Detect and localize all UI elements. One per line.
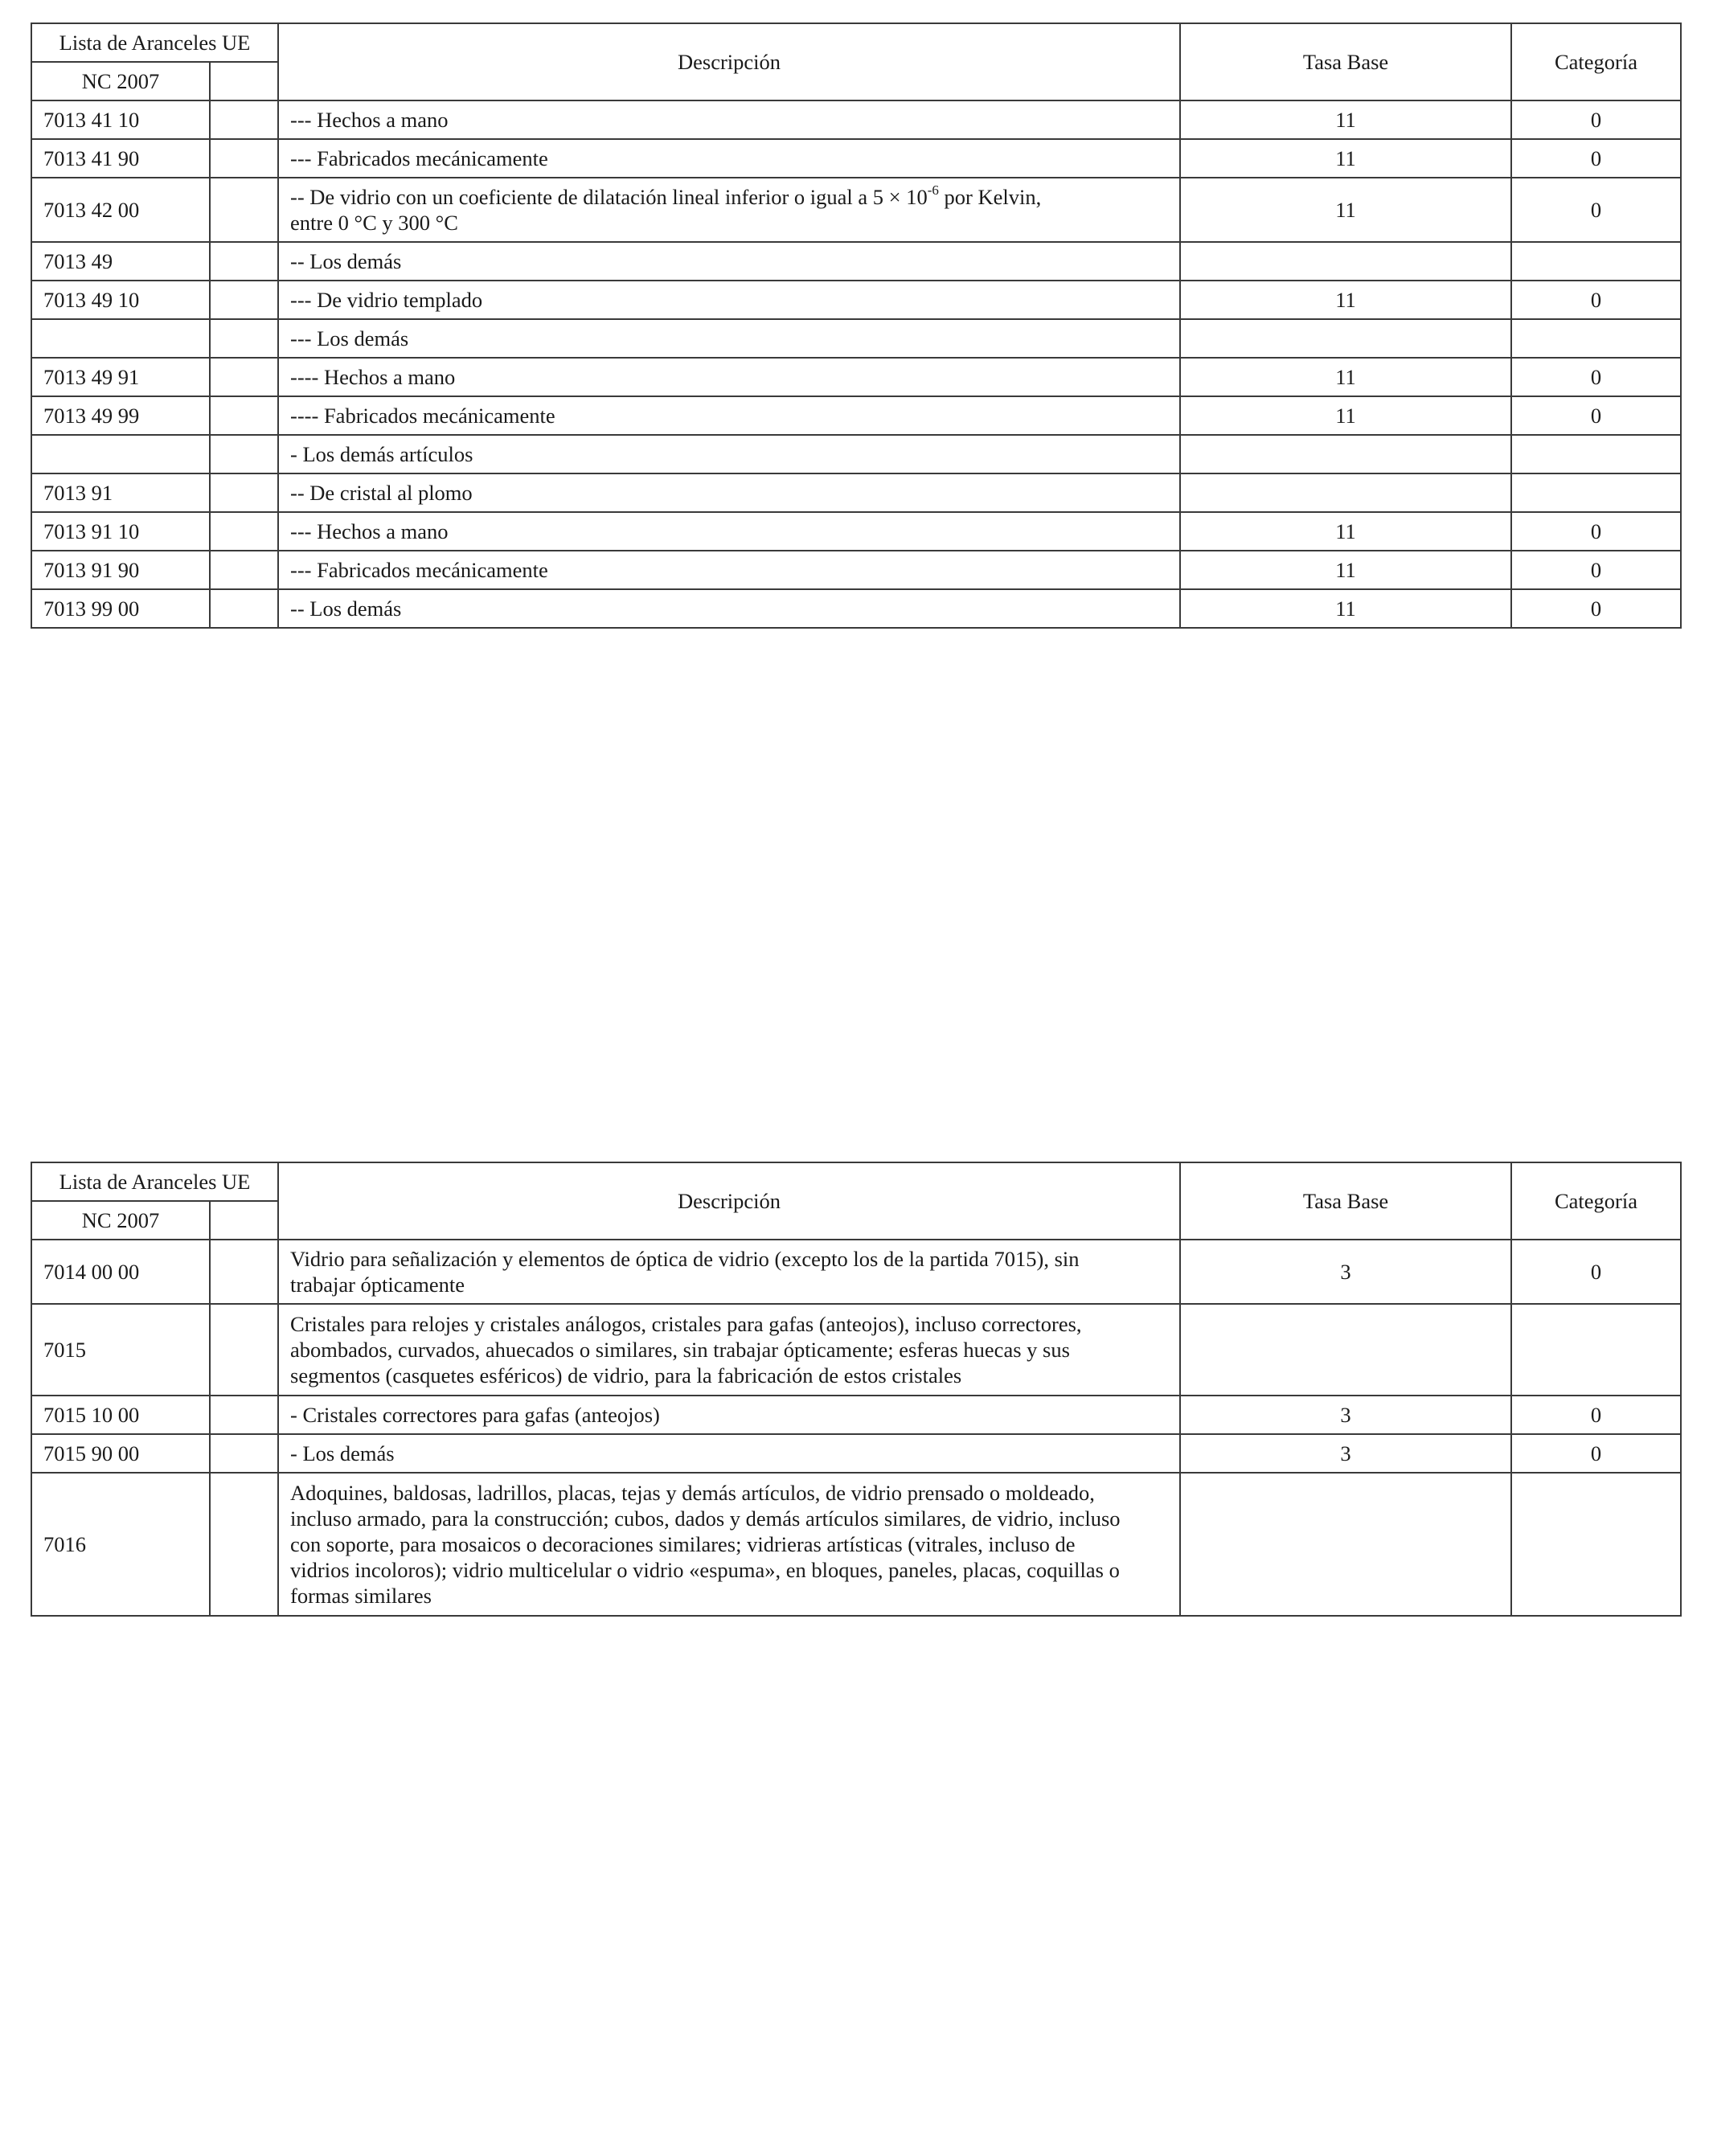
category-cell [1511,319,1681,358]
description-cell: - Los demás [278,1434,1180,1473]
table-row [31,100,1681,139]
rate-cell: 11 [1180,358,1511,396]
table-row [31,396,1681,435]
table-row [31,551,1681,589]
table-row [31,319,1681,358]
description-cell: --- Fabricados mecánicamente [278,551,1180,589]
category-cell: 0 [1511,396,1681,435]
header-rate: Tasa Base [1180,23,1511,100]
rate-cell: 11 [1180,512,1511,551]
code-cell: 7013 91 90 [31,551,210,589]
description-cell: Cristales para relojes y cristales análogos, cristales para gafas (anteojos), incluso correctores, abombados, curvados, ahuecados o similares, sin trabajar ópticamente; esferas huecas y sus segmentos (casquetes esféricos) de vidrio, para la fabricación de estos cristales [278,1304,1180,1396]
table-row [31,1434,1681,1473]
exponent: -6 [927,182,939,199]
table-row [31,281,1681,319]
code-cell: 7013 41 10 [31,100,210,139]
category-cell [1511,1304,1681,1396]
description-cell: --- De vidrio templado [278,281,1180,319]
category-cell: 0 [1511,512,1681,551]
description-cell: Vidrio para señalización y elementos de óptica de vidrio (excepto los de la partida 7015), sin trabajar ópticamente [278,1240,1180,1304]
description-cell: -- De vidrio con un coeficiente de dilatación lineal inferior o igual a $5 \times 10^{-6}$ por Kelvin, entre 0 °C y 300 °C [278,178,1180,242]
code-cell: 7013 41 90 [31,139,210,178]
code-cell: 7013 49 91 [31,358,210,396]
description-cell: - Los demás artículos [278,435,1180,473]
header-list: Lista de Aranceles UE [31,1162,278,1201]
description-cell: - Cristales correctores para gafas (anteojos) [278,1396,1180,1434]
code-cell: 7015 90 00 [31,1434,210,1473]
description-cell: --- Hechos a mano [278,512,1180,551]
code-cell: 7013 49 10 [31,281,210,319]
header-category: Categoría [1511,1162,1681,1240]
description-cell: -- Los demás [278,589,1180,628]
category-cell [1511,435,1681,473]
rate-cell [1180,242,1511,281]
rate-cell: 11 [1180,589,1511,628]
header-nc: NC 2007 [31,62,210,100]
category-cell: 0 [1511,139,1681,178]
code-cell: 7013 42 00 [31,178,210,242]
header-rate: Tasa Base [1180,1162,1511,1240]
category-cell: 0 [1511,1396,1681,1434]
rate-cell [1180,1304,1511,1396]
rate-cell [1180,473,1511,512]
description-cell: ---- Fabricados mecánicamente [278,396,1180,435]
code-cell: 7013 91 10 [31,512,210,551]
table-row [31,435,1681,473]
header-category: Categoría [1511,23,1681,100]
code-cell [31,319,210,358]
rate-cell [1180,319,1511,358]
description-cell: --- Fabricados mecánicamente [278,139,1180,178]
rate-cell: 11 [1180,551,1511,589]
rate-cell: 3 [1180,1396,1511,1434]
header-description: Descripción [278,23,1180,100]
description-cell: -- De cristal al plomo [278,473,1180,512]
header-nc: NC 2007 [31,1201,210,1240]
category-cell [1511,1473,1681,1616]
rate-cell: 3 [1180,1434,1511,1473]
rate-cell: 11 [1180,396,1511,435]
tariff-table-2 [31,1162,1682,1617]
code-cell: 7015 10 00 [31,1396,210,1434]
rate-cell [1180,435,1511,473]
rate-cell: 11 [1180,178,1511,242]
category-cell [1511,242,1681,281]
description-cell: -- Los demás [278,242,1180,281]
header-list: Lista de Aranceles UE [31,23,278,62]
code-cell: 7016 [31,1473,210,1616]
category-cell: 0 [1511,1434,1681,1473]
tariff-table-1 [31,23,1682,629]
header-blank [210,62,278,100]
rate-cell: 11 [1180,281,1511,319]
category-cell: 0 [1511,358,1681,396]
description-cell: Adoquines, baldosas, ladrillos, placas, tejas y demás artículos, de vidrio prensado o moldeado, incluso armado, para la construcción; cubos, dados y demás artículos similares, de vidrio, incluso con soporte, para mosaicos o decoraciones similares; vidrieras artísticas (vitrales, incluso de vidrios incoloros); vidrio multicelular o vidrio «espuma», en bloques, paneles, placas, coquillas o formas similares [278,1473,1180,1616]
header-row [31,1162,1681,1201]
code-cell [31,435,210,473]
header-row [31,23,1681,62]
table-row [31,178,1681,242]
code-cell: 7013 49 [31,242,210,281]
header-blank [210,1201,278,1240]
category-cell: 0 [1511,281,1681,319]
table-row [31,1473,1681,1616]
category-cell: 0 [1511,100,1681,139]
table-row [31,1240,1681,1304]
description-cell: --- Los demás [278,319,1180,358]
table-row [31,589,1681,628]
table-row [31,358,1681,396]
category-cell [1511,473,1681,512]
code-cell: 7013 99 00 [31,589,210,628]
table-row [31,1304,1681,1396]
table-row [31,473,1681,512]
code-cell: 7015 [31,1304,210,1396]
category-cell: 0 [1511,1240,1681,1304]
table-row [31,242,1681,281]
rate-cell: 3 [1180,1240,1511,1304]
table-row [31,512,1681,551]
category-cell: 0 [1511,551,1681,589]
header-description: Descripción [278,1162,1180,1240]
description-cell: --- Hechos a mano [278,100,1180,139]
category-cell: 0 [1511,178,1681,242]
rate-cell: 11 [1180,139,1511,178]
table-row [31,1396,1681,1434]
code-cell: 7014 00 00 [31,1240,210,1304]
rate-cell: 11 [1180,100,1511,139]
rate-cell [1180,1473,1511,1616]
code-cell: 7013 91 [31,473,210,512]
category-cell: 0 [1511,589,1681,628]
description-cell: ---- Hechos a mano [278,358,1180,396]
code-cell: 7013 49 99 [31,396,210,435]
table-row [31,139,1681,178]
